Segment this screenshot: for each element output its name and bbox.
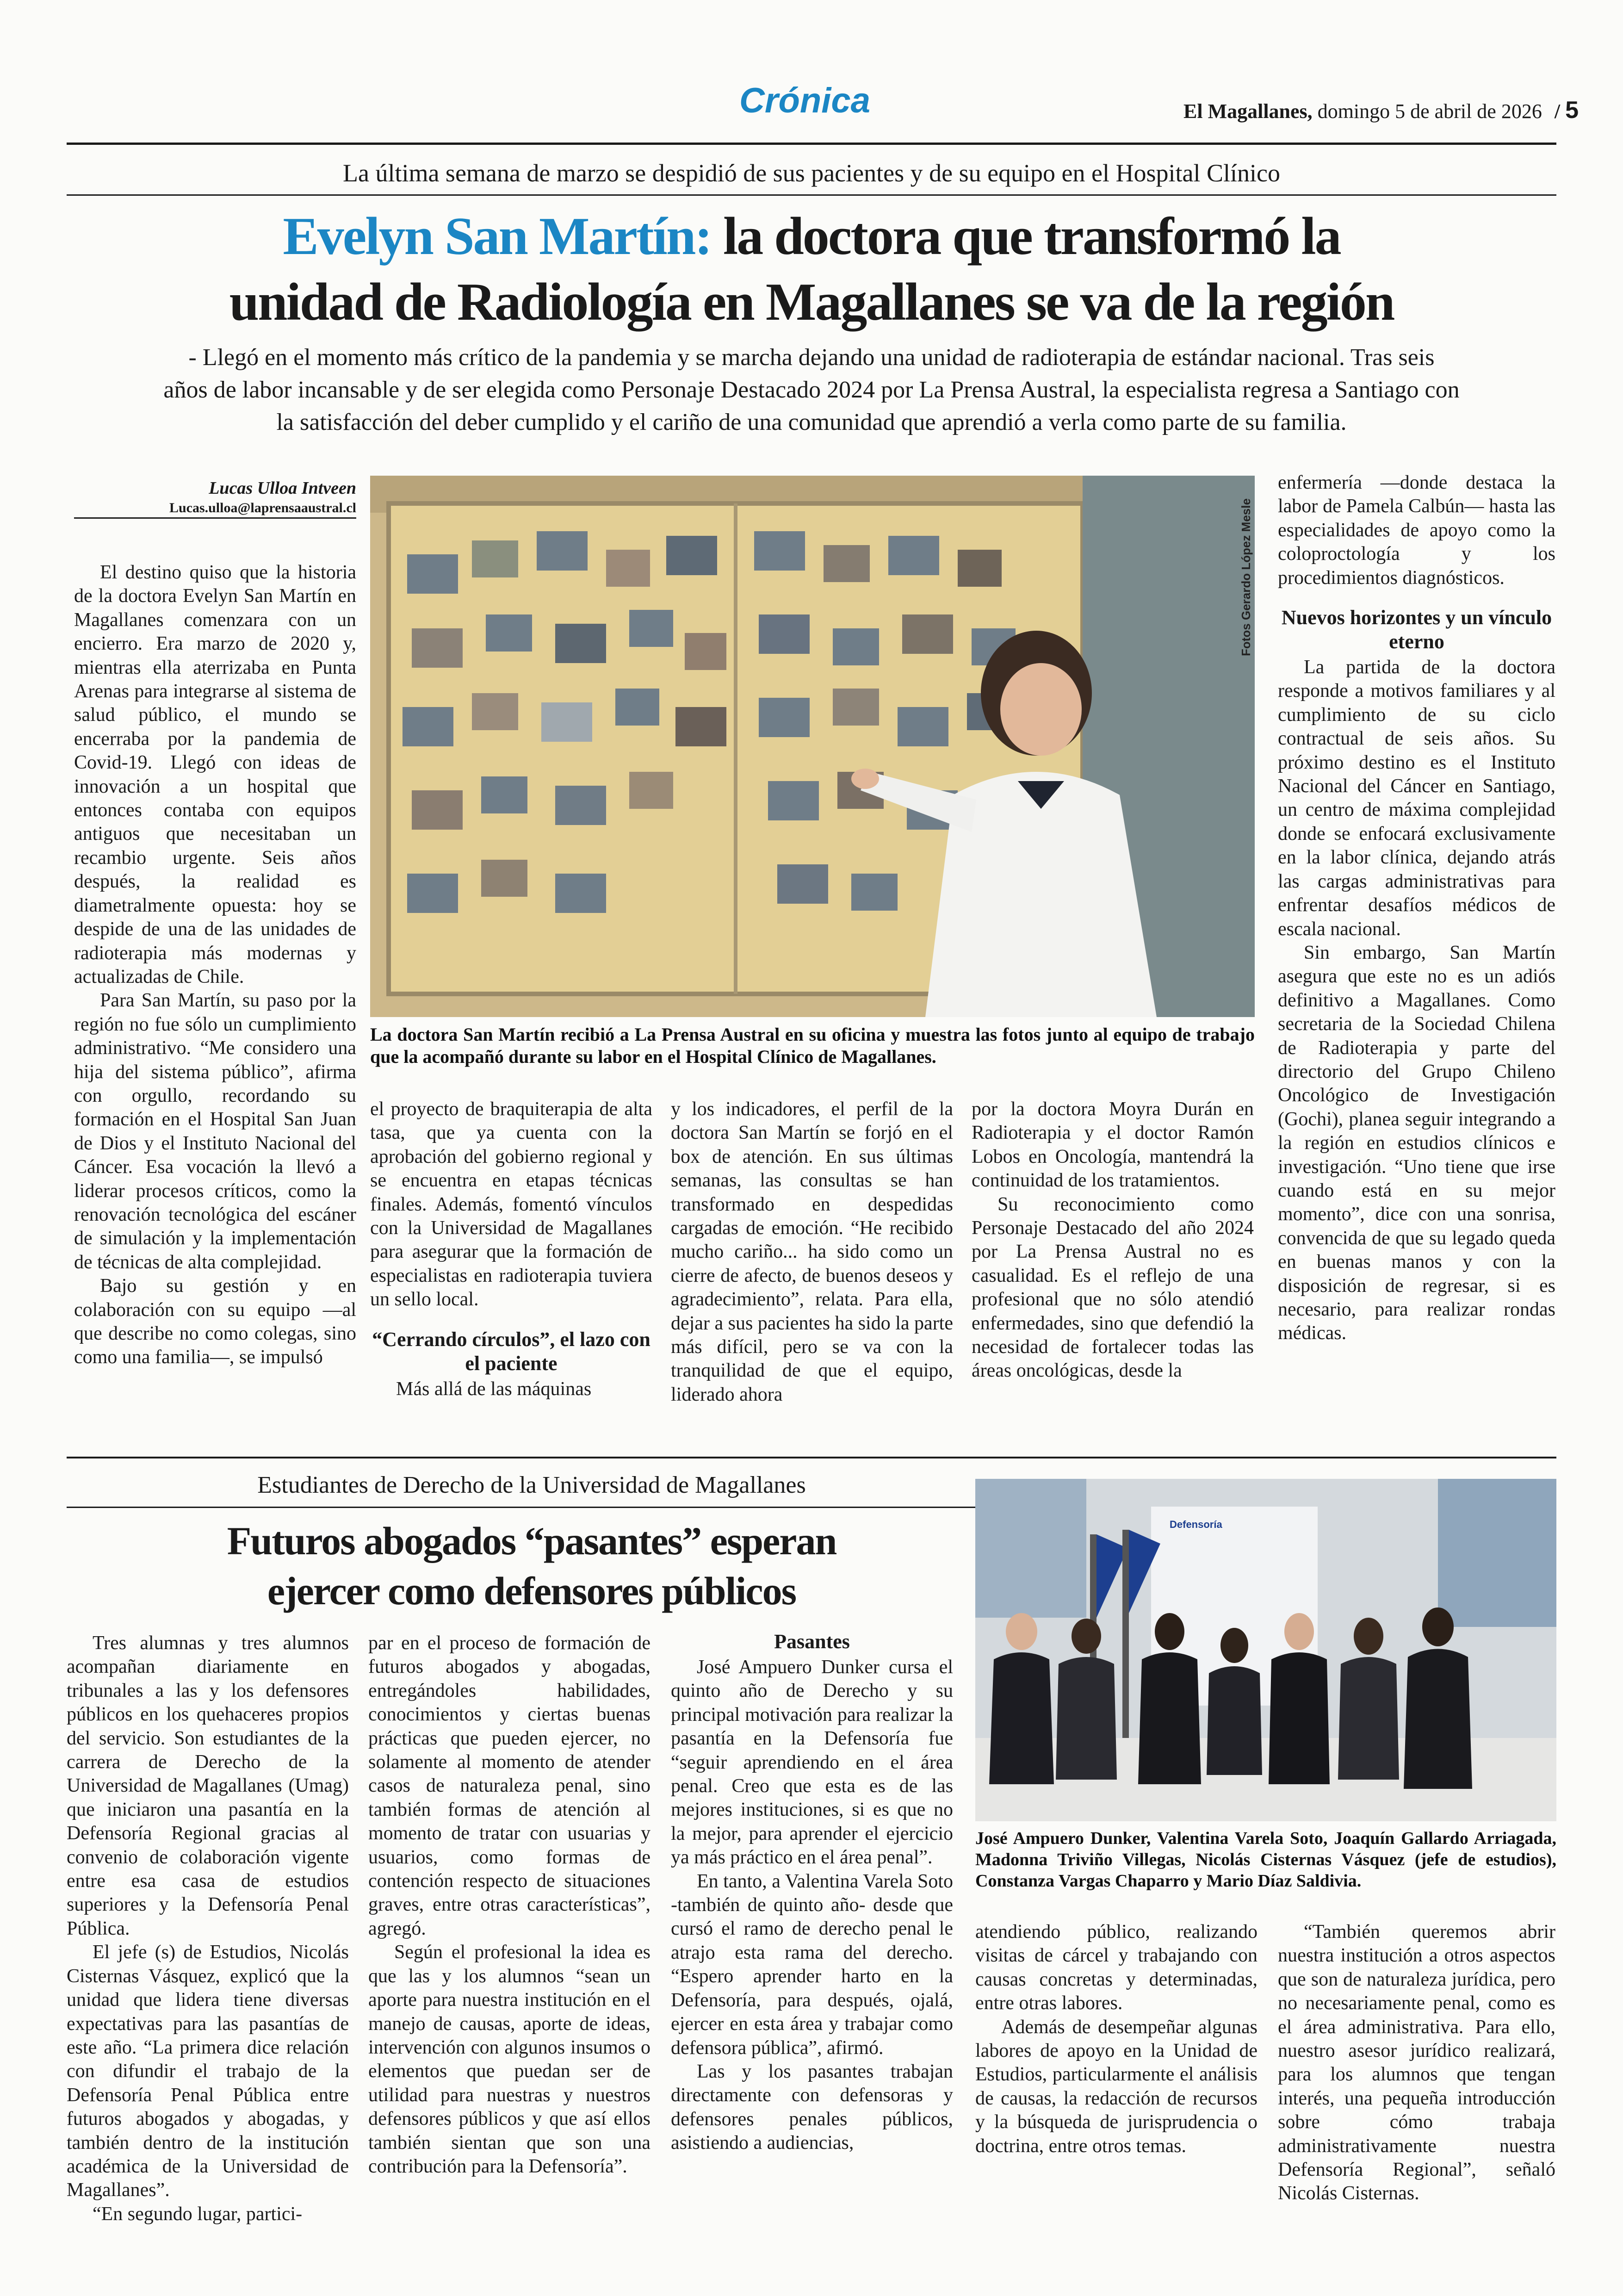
issue-date: domingo 5 de abril de 2026: [1317, 100, 1542, 123]
photo-sign: Defensoría: [1170, 1519, 1222, 1530]
article-separator: [67, 1457, 1556, 1458]
masthead-info: [1183, 97, 1579, 124]
photo-credit: Fotos Gerardo López Mesle: [1239, 498, 1253, 656]
lead-line-3: la satisfacción del deber cumplido y el cariño de una comunidad que aprendió a verla como parte de su familia.: [276, 409, 1347, 435]
headline-highlight: Evelyn San Martín:: [283, 207, 711, 266]
article2-col3-subhead: Pasantes: [774, 1630, 850, 1653]
group-photo-illustration: [975, 1479, 1556, 1821]
article2-kicker-rule: [67, 1507, 997, 1508]
article1-col2-para: Más allá de las máquinas: [396, 1378, 592, 1400]
article2-column-1: [67, 1632, 349, 2226]
article2-col3-para: José Ampuero Dunker cursa el quinto año de Derecho y su principal motivación para realizar la pasantía en la Defensoría fue “seguir aprendiendo en el área penal. Creo que esta es de las mejores instituciones, si es que no la mejor, para aprender el ejercicio ya más práctico en el área penal”.: [671, 1657, 953, 1868]
article1-kicker: La última semana de marzo se despidió de sus pacientes y de su equipo en el Hospital Clínico: [343, 159, 1280, 187]
headline-rest: la doctora que transformó la: [723, 207, 1340, 266]
article1-col1-para: Bajo su gestión y en colaboración con su equipo —al que describe no como colegas, sino como una familia—, se impulsó: [74, 1275, 356, 1368]
article1-col4-para: Su reconocimiento como Personaje Destacado del año 2024 por La Prensa Austral no es casualidad. Es el reflejo de una profesional que no sólo atendió enfermedades, sino que defendió la necesidad de fortalecer todas las áreas oncológicas, desde la: [972, 1193, 1254, 1382]
article2-kicker: Estudiantes de Derecho de la Universidad de Magallanes: [257, 1472, 806, 1498]
article1-column-3: [671, 1098, 953, 1407]
article1-col2-subhead: “Cerrando círculos”, el lazo con el paciente: [372, 1328, 650, 1375]
main-photo-illustration: [370, 476, 1255, 1017]
article1-col5-para: La partida de la doctora responde a motivos familiares y al cumplimiento de su ciclo contractual de seis años. Su próximo destino es el Instituto Nacional del Cáncer en Santiago, un centro de máxima complejidad donde se enfocará exclusivamente en la labor clínica, dejando atrás las cargas administrativas para enfrentar desafíos médicos de escala nacional.: [1278, 657, 1555, 940]
byline-rule: [74, 517, 356, 519]
article1-col3-para: y los indicadores, el perfil de la doctora San Martín se forjó en el box de atención. En sus últimas semanas, las consultas se han transformado en despedidas cargadas de emoción. “He recibido mucho cariño... ha sido como un cierre de afecto, de buenos deseos y agradecimiento”, relata. Para ella, dejar a sus pacientes ha sido la parte más difícil, pero se va con la tranquilidad de que el equipo, liderado ahora: [671, 1098, 953, 1405]
article2-column-3: [671, 1630, 953, 2155]
article1-column-4: [972, 1098, 1254, 1383]
article1-column-5: [1278, 471, 1555, 1346]
article2-col1-para: “En segundo lugar, partici-: [93, 2203, 303, 2225]
group-photo-caption: José Ampuero Dunker, Valentina Varela Soto, Joaquín Gallardo Arriagada, Madonna Triviño Villegas, Nicolás Cisternas Vásquez (jefe de estudios), Constanza Vargas Chaparro y Mario Díaz Saldivia.: [975, 1829, 1556, 1891]
page-number: 5: [1565, 97, 1579, 124]
lead-line-2: años de labor incansable y de ser elegida como Personaje Destacado 2024 por La Prensa Austral, la especialista regresa a Santiago con: [163, 377, 1460, 403]
article1-col5-para: Sin embargo, San Martín asegura que este no es un adiós definitivo a Magallanes. Como secretaria de la Sociedad Chilena de Radioterapia y parte del directorio del Grupo Chileno Oncológico de Investigación (Gochi), planea seguir integrando a la región en estudios clínicos e investigación. “Uno tiene que irse cuando está en su mejor momento”, dice con una sonrisa, convencida de que su legado queda en buenas manos y con la disposición de regresar, si es necesario, para realizar rondas médicas.: [1278, 942, 1555, 1344]
kicker-rule: [67, 194, 1556, 196]
article2-column-2: [368, 1632, 650, 2178]
byline-name: Lucas Ulloa Intveen: [209, 478, 356, 498]
article1-column-2: [370, 1098, 652, 1401]
article2-col3-para: Las y los pasantes trabajan directamente con defensoras y defensores penales públicos, asistiendo a audiencias,: [671, 2060, 953, 2154]
article1-col4-para: por la doctora Moyra Durán en Radioterapia y el doctor Ramón Lobos en Oncología, mantendrá la continuidad de los tratamientos.: [972, 1098, 1254, 1191]
article2-headline-line2: ejercer como defensores públicos: [267, 1569, 796, 1613]
article2-col5-para: “También queremos abrir nuestra institución a otros aspectos que son de naturaleza jurídica, pero no necesariamente penal, como es el área administrativa. Para ello, nuestro asesor jurídico realizará, para los alumnos que tengan interés, una pequeña introducción sobre cómo trabaja administrativamente nuestra Defensoría Regional”, señaló Nicolás Cisternas.: [1278, 1921, 1555, 2204]
main-photo-caption: La doctora San Martín recibió a La Prensa Austral en su oficina y muestra las fotos junto al equipo de trabajo que la acompañó durante su labor en el Hospital Clínico de Magallanes.: [370, 1024, 1255, 1067]
article2-col4-para: Además de desempeñar algunas labores de apoyo en la Unidad de Estudios, particularmente el análisis de causas, la redacción de recursos y la búsqueda de jurisprudencia o doctrina, entre otros temas.: [975, 2016, 1258, 2157]
article1-col5-para: enfermería —donde destaca la labor de Pamela Calbún— hasta las especialidades de apoyo como la coloproctología y los procedimientos diagnósticos.: [1278, 472, 1555, 589]
article1-col1-para: Para San Martín, su paso por la región no fue sólo un cumplimiento administrativo. “Me considero una hija del sistema público”, afirma con orgullo, recordando su formación en el Hospital San Juan de Dios y el Instituto Nacional del Cáncer. Esa vocación la llevó a liderar procesos críticos, como la renovación tecnológica del escáner de simulación y la implementación de técnicas de alta complejidad.: [74, 990, 356, 1273]
article1-col5-subhead: Nuevos horizontes y un vínculo eterno: [1281, 606, 1552, 653]
byline-email: Lucas.ulloa@laprensaaustral.cl: [169, 500, 356, 515]
article1-headline: [67, 204, 1556, 335]
article2-col1-para: Tres alumnas y tres alumnos acompañan diariamente en tribunales a las y los defensores públicos en los quehaceres propios del servicio. Son estudiantes de la carrera de Derecho de la Universidad de Magallanes (Umag) que iniciaron una pasantía en la Defensoría Regional gracias al convenio de colaboración vigente entre esa casa de estudios superiores y la Defensoría Penal Pública.: [67, 1632, 349, 1939]
article1-col2-para: el proyecto de braquiterapia de alta tasa, que ya cuenta con la aprobación del gobierno regional y se encuentra en etapas técnicas finales. Además, fomentó vínculos con la Universidad de Magallanes para asegurar que la formación de especialistas en radioterapia tuviera un sello local.: [370, 1098, 652, 1310]
article1-col1-para: El destino quiso que la historia de la doctora Evelyn San Martín en Magallanes comenzara con un encierro. Era marzo de 2020 y, mientras ella aterrizaba en Punta Arenas para integrarse al sistema de salud público, el mundo se encerraba por la pandemia de Covid-19. Llegó con ideas de innovación a un hospital que entonces contaba con equipos antiguos que necesitaban un recambio urgente. Seis años después, la realidad es diametralmente opuesta: hoy se despide de una de las unidades de radioterapia más modernas y actualizadas de Chile.: [74, 562, 356, 987]
article2-col3-para: En tanto, a Valentina Varela Soto -también de quinto año- desde que cursó el ramo de derecho penal le atrajo esta rama del derecho. “Espero aprender harto en la Defensoría, para después, ojalá, ejercer en esta área y trabajar como defensora pública”, afirmó.: [671, 1870, 953, 2059]
article2-col2-para: par en el proceso de formación de futuros abogados y abogadas, entregándoles habilidades, conocimientos y ciertas buenas prácticas que pueden ejercer, no solamente al momento de atender casos de naturaleza penal, sino también formas de atención al momento de tratar con usuarias y usuarios, como formas de contención respecto de situaciones graves, entre otras características”, agregó.: [368, 1632, 650, 1939]
section-name: Crónica: [739, 81, 870, 120]
article2-headline: [67, 1516, 997, 1616]
newspaper-name: El Magallanes,: [1183, 100, 1313, 123]
group-photo: [975, 1479, 1556, 1821]
headline-line1: [67, 204, 1556, 269]
article2-col1-para: El jefe (s) de Estudios, Nicolás Cisternas Vásquez, explicó que la unidad que lidera tiene diversas expectativas para las pasantías de este año. “La primera dice relación con difundir el trabajo de la Defensoría Penal Pública entre futuros abogados y abogadas, y también dentro de la institución académica de la Universidad de Magallanes”.: [67, 1942, 349, 2201]
article2-headline-line1: Futuros abogados “pasantes” esperan: [227, 1519, 836, 1563]
article2-column-5: [1278, 1920, 1555, 2206]
page-separator: /: [1554, 100, 1561, 123]
headline-line2: unidad de Radiología en Magallanes se va de la región: [229, 273, 1394, 332]
byline: [74, 478, 356, 517]
article2-col4-para: atendiendo público, realizando visitas de cárcel y trabajando con causas concretas y determinadas, entre otras labores.: [975, 1921, 1258, 2014]
article1-column-1: [74, 561, 356, 1370]
main-photo: [370, 476, 1255, 1017]
header-rule: [67, 143, 1556, 145]
article2-col2-para: Según el profesional la idea es que las y los alumnos “sean un aporte para nuestra institución en el manejo de causas, aporte de ideas, intervención con algunos insumos o elementos que puedan ser de utilidad para nuestras y nuestros defensores públicos y que así ellos también sientan que son una contribución para la Defensoría”.: [368, 1942, 650, 2177]
article1-lead: [67, 341, 1556, 439]
article2-column-4: [975, 1920, 1258, 2158]
lead-line-1: - Llegó en el momento más crítico de la pandemia y se marcha dejando una unidad de radioterapia de estándar nacional. Tras seis: [188, 344, 1435, 371]
